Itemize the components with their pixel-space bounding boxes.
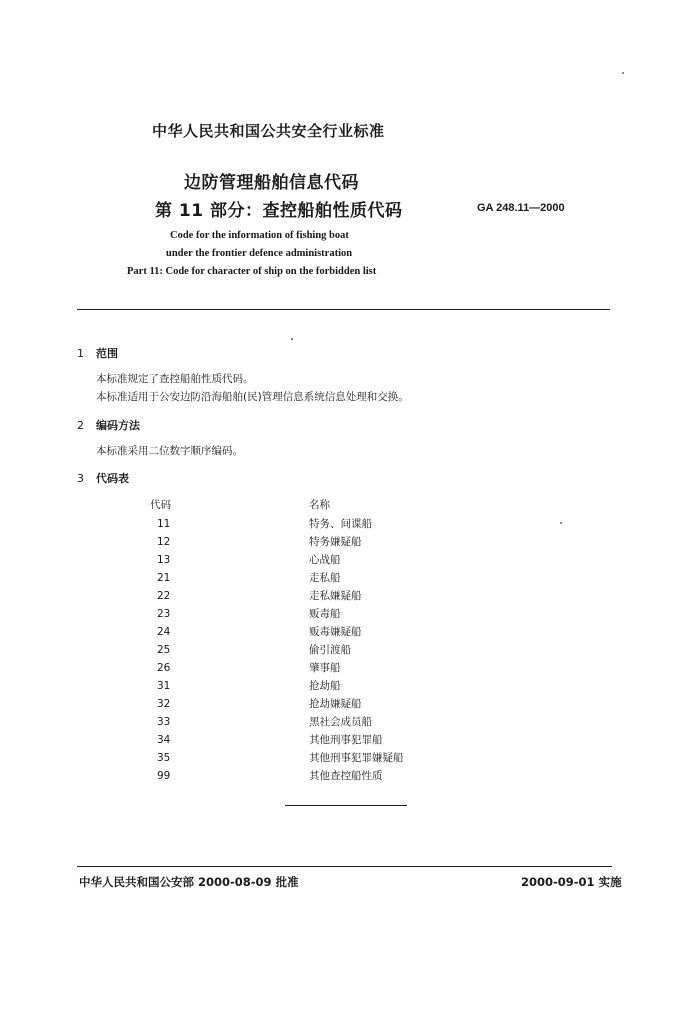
table-row: [150, 677, 489, 695]
code-cell: 24: [157, 626, 171, 638]
english-title-line-1: Code for the information of fishing boat: [170, 230, 349, 241]
table-row: [150, 659, 489, 677]
section-3-heading: [77, 470, 129, 486]
standard-code: GA 248.11—2000: [477, 202, 565, 214]
table-row: [150, 749, 489, 767]
code-cell: 31: [157, 680, 171, 692]
name-cell: 心战船: [309, 554, 341, 566]
issuing-organization: 中华人民共和国公共安全行业标准: [152, 122, 385, 140]
end-of-standard-rule: [285, 805, 407, 806]
section-2-paragraph: 本标准采用二位数字顺序编码。: [96, 445, 243, 457]
code-cell: 11: [157, 518, 171, 530]
name-cell: 其他查控船性质: [309, 770, 383, 782]
english-title-line-2: under the frontier defence administration: [166, 248, 353, 259]
scan-speck: [291, 338, 293, 340]
header-divider: [77, 309, 610, 310]
name-cell: 特务、间谍船: [309, 518, 372, 530]
name-cell: 走私船: [309, 572, 341, 584]
effective-date: 2000-09-01 实施: [521, 875, 622, 889]
name-cell: 其他刑事犯罪嫌疑船: [309, 752, 404, 764]
approval-line: 中华人民共和国公安部 2000-08-09 批准: [79, 875, 299, 889]
table-row: [150, 515, 489, 533]
name-cell: 贩毒船: [309, 608, 341, 620]
code-table: [150, 515, 489, 785]
table-row: [150, 695, 489, 713]
name-cell: 偷引渡船: [309, 644, 351, 656]
code-cell: 12: [157, 536, 171, 548]
table-row: [150, 767, 489, 785]
document-title: 边防管理船舶信息代码: [184, 173, 359, 193]
table-row: [150, 551, 489, 569]
code-cell: 34: [157, 734, 171, 746]
code-cell: 33: [157, 716, 171, 728]
code-cell: 23: [157, 608, 171, 620]
table-row: [150, 623, 489, 641]
table-header-name: 名称: [309, 499, 330, 511]
code-cell: 22: [157, 590, 171, 602]
name-cell: 特务嫌疑船: [309, 536, 362, 548]
code-cell: 13: [157, 554, 171, 566]
section-1-paragraph: 本标准规定了查控船舶性质代码。: [96, 373, 254, 385]
footer-divider: [77, 866, 612, 867]
code-cell: 25: [157, 644, 171, 656]
name-cell: 黑社会成员船: [309, 716, 372, 728]
name-cell: 走私嫌疑船: [309, 590, 362, 602]
section-title: 代码表: [96, 472, 129, 485]
section-2-heading: [77, 417, 140, 433]
name-cell: 抢劫船: [309, 680, 341, 692]
table-row: [150, 605, 489, 623]
section-number: 2: [77, 419, 84, 432]
section-1-heading: [77, 345, 118, 361]
code-cell: 21: [157, 572, 171, 584]
name-cell: 贩毒嫌疑船: [309, 626, 362, 638]
english-title-line-3: Part 11: Code for character of ship on the forbidden list: [127, 266, 377, 277]
table-row: [150, 641, 489, 659]
code-cell: 26: [157, 662, 171, 674]
section-1-paragraph: 本标准适用于公安边防沿海船舶(民)管理信息系统信息处理和交换。: [96, 391, 409, 403]
table-row: [150, 533, 489, 551]
table-row: [150, 569, 489, 587]
section-title: 范围: [96, 347, 118, 360]
code-cell: 35: [157, 752, 171, 764]
scan-speck: [622, 72, 624, 74]
table-row: [150, 731, 489, 749]
code-cell: 32: [157, 698, 171, 710]
section-title: 编码方法: [96, 419, 140, 432]
code-cell: 99: [157, 770, 171, 782]
table-header-code: 代码: [150, 499, 171, 511]
table-row: [150, 587, 489, 605]
section-number: 3: [77, 472, 84, 485]
section-number: 1: [77, 347, 84, 360]
name-cell: 其他刑事犯罪船: [309, 734, 383, 746]
name-cell: 肇事船: [309, 662, 341, 674]
document-subtitle: 第 11 部分：查控船舶性质代码: [155, 201, 403, 221]
table-row: [150, 713, 489, 731]
name-cell: 抢劫嫌疑船: [309, 698, 362, 710]
scan-speck: [560, 522, 562, 524]
